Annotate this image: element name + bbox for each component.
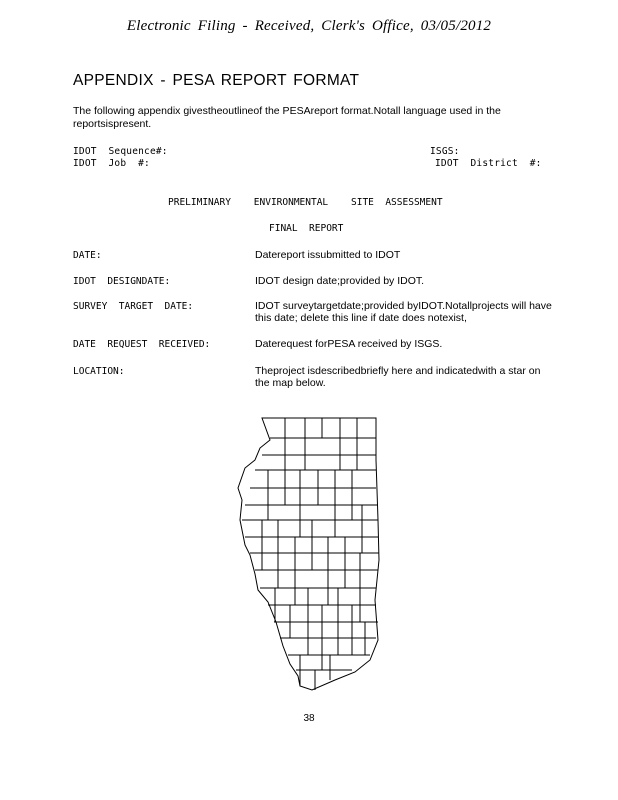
page-title: APPENDIX - PESA REPORT FORMAT: [73, 72, 360, 89]
row-date-value: Datereport issubmitted to IDOT: [255, 249, 401, 261]
page-number: 38: [303, 713, 315, 724]
intro-paragraph: The following appendix givestheoutlineof the PESAreport format.Notall language used in the reportsispresent.: [73, 105, 501, 130]
idot-district-label: IDOT District #:: [435, 158, 542, 169]
filing-stamp: Electronic Filing - Received, Clerk's Office, 03/05/2012: [126, 18, 492, 34]
isgs-label: ISGS:: [430, 146, 460, 157]
row-location-value: Theproject isdescribedbriefly here and indicatedwith a star on the map below.: [255, 365, 541, 389]
report-subheading: FINAL REPORT: [269, 223, 344, 234]
report-heading: PRELIMINARY ENVIRONMENTAL SITE ASSESSMENT: [168, 197, 443, 208]
row-request-received-value: Daterequest forPESA received by ISGS.: [255, 338, 443, 350]
row-design-date-label: IDOT DESIGNDATE:: [73, 276, 171, 287]
row-date-label: DATE:: [73, 250, 102, 261]
row-location-label: LOCATION:: [73, 366, 125, 377]
idot-sequence-label: IDOT Sequence#:: [73, 146, 168, 157]
row-survey-target-value: IDOT surveytargetdate;provided byIDOT.Notallprojects will have this date; delete this line if date does notexist,: [255, 300, 552, 324]
row-survey-target-label: SURVEY TARGET DATE:: [73, 301, 194, 312]
row-design-date-value: IDOT design date;provided by IDOT.: [255, 275, 425, 287]
idot-job-label: IDOT Job #:: [73, 158, 150, 169]
row-request-received-label: DATE REQUEST RECEIVED:: [73, 339, 211, 350]
